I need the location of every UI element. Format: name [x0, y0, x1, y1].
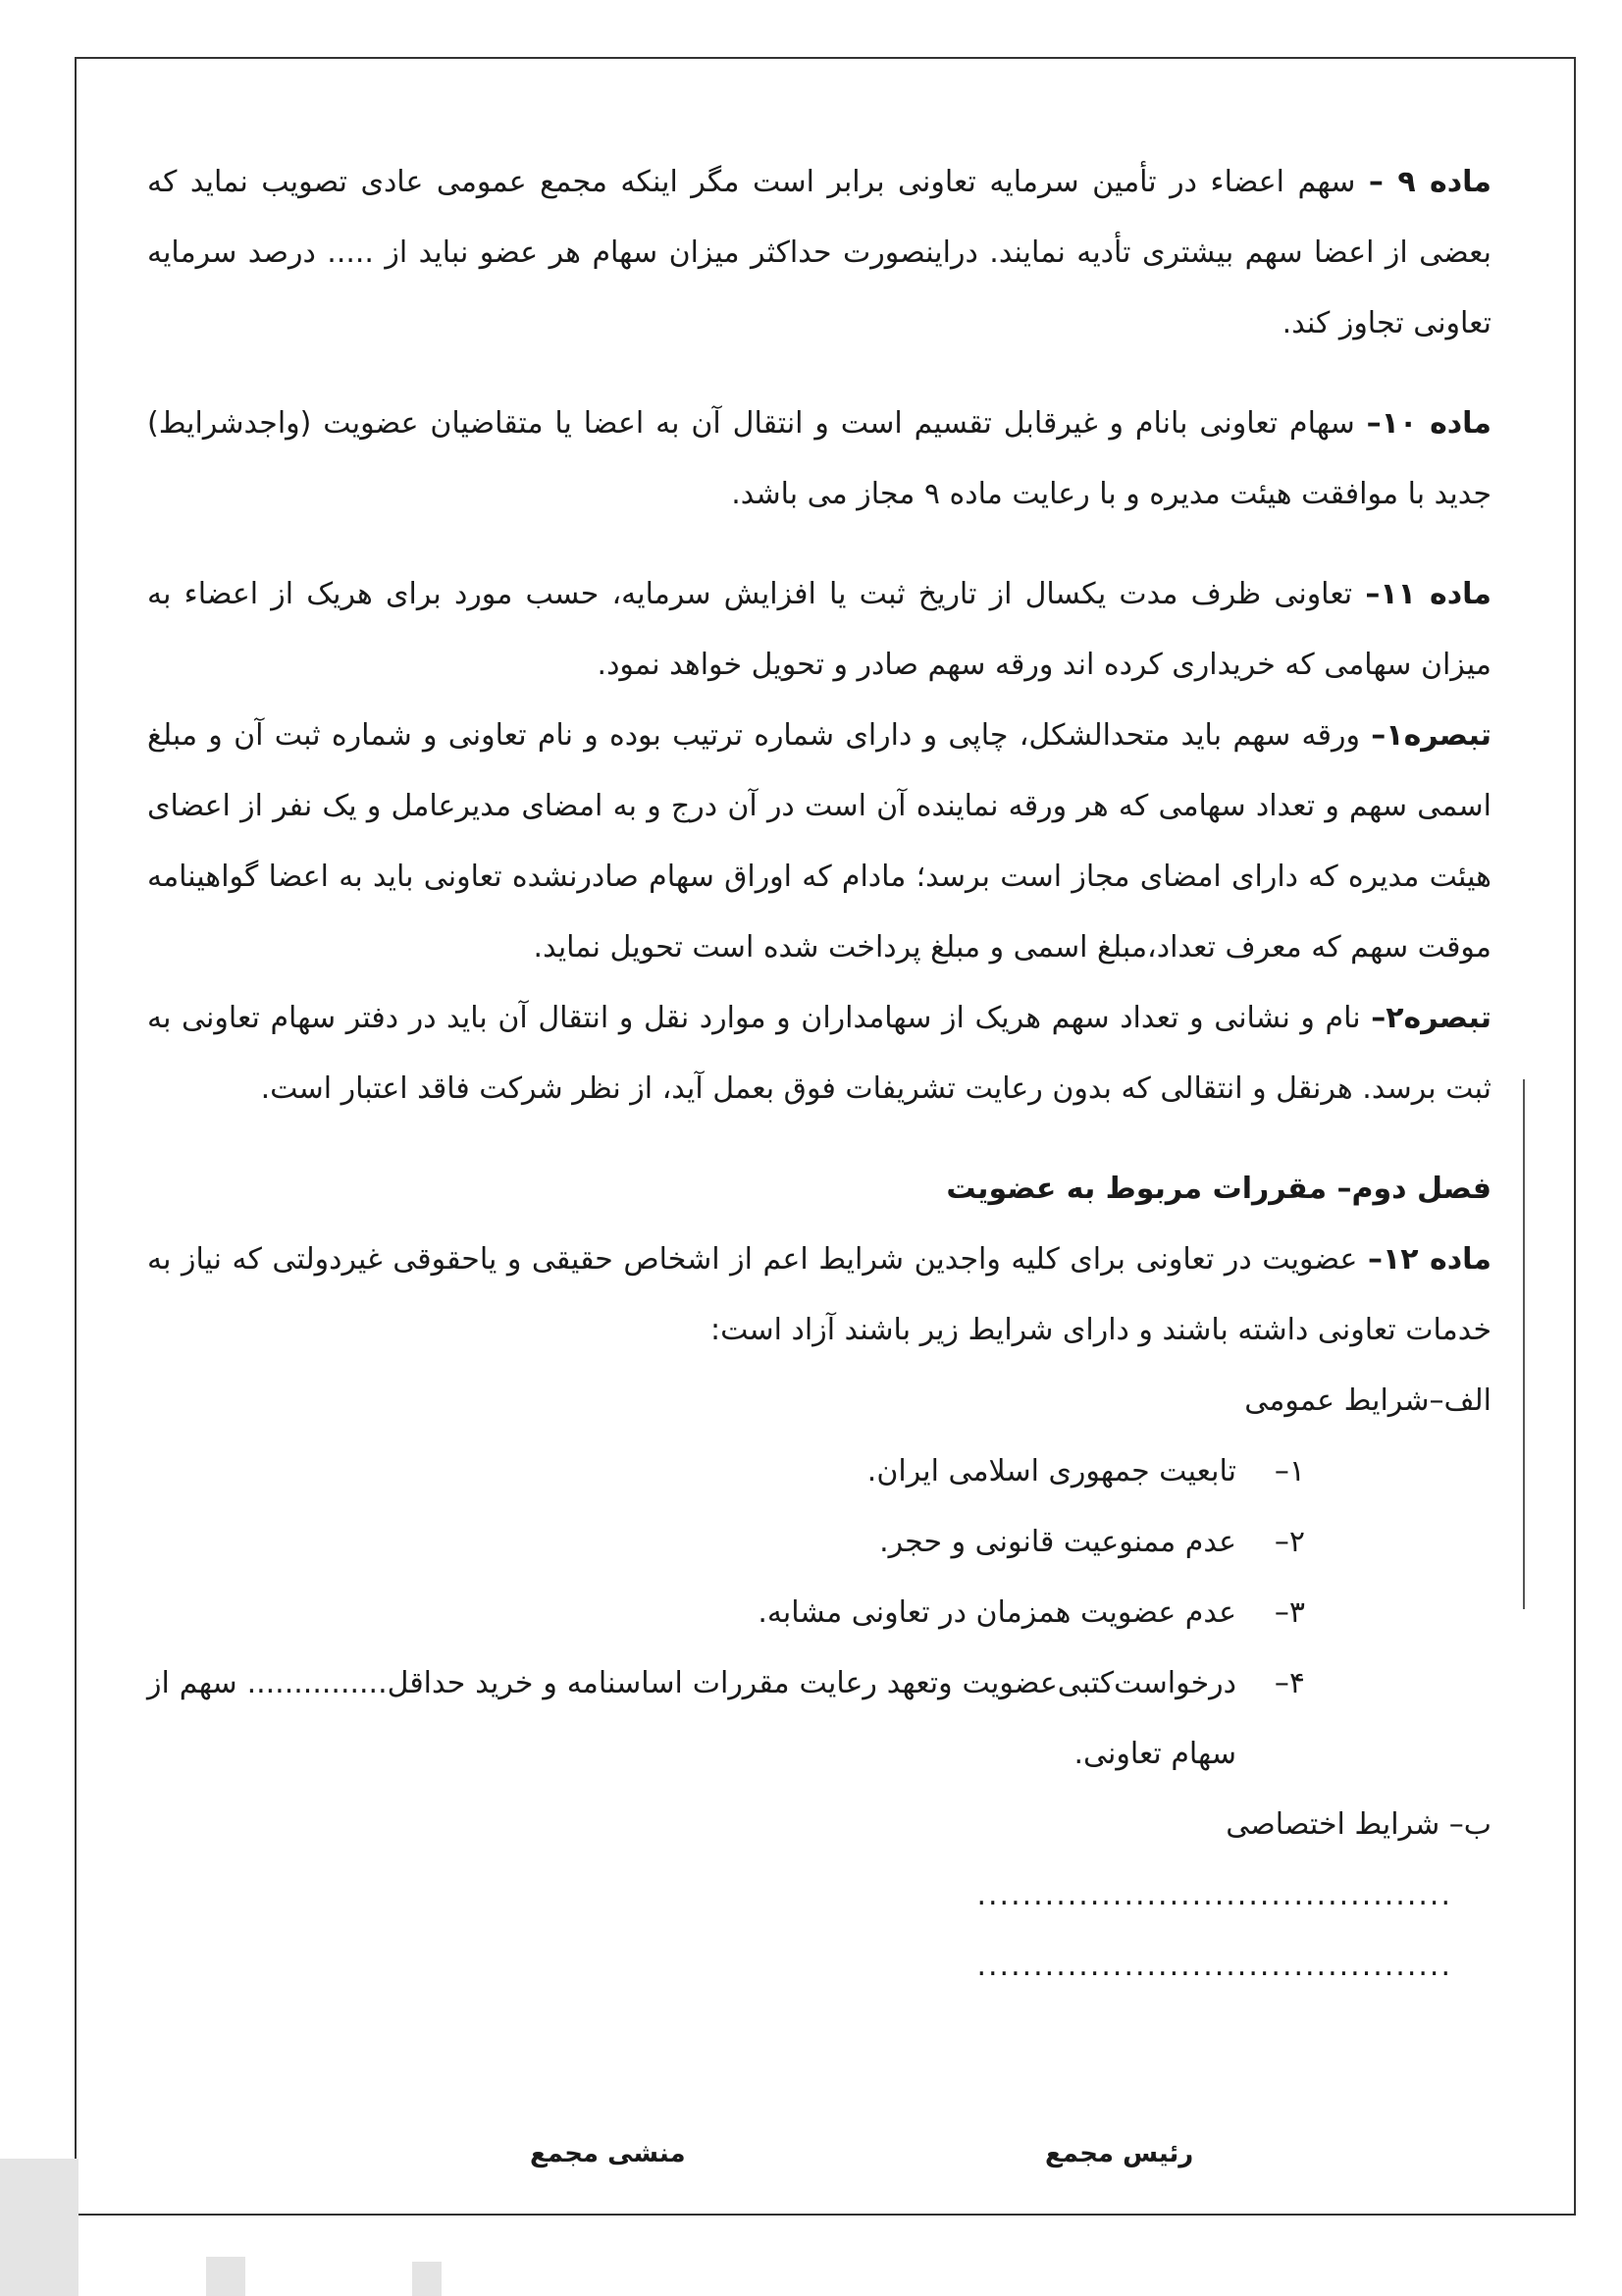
- general-conditions-heading: الف–شرایط عمومی: [1244, 1383, 1491, 1418]
- note-2-text: نام و نشانی و تعداد سهم هریک از سهامداران و موارد نقل و انتقال آن باید در دفتر سهام تعاونی به ثبت برسد. هرنقل و انتقالی که بدون رعایت تشریفات فوق بعمل آید، از نظر شرکت فاقد اعتبار است.: [147, 1001, 1491, 1106]
- condition-text: عدم ممنوعیت قانونی و حجر.: [879, 1525, 1236, 1559]
- condition-number: ۲–: [1274, 1525, 1305, 1559]
- chair-signature-label: رئیس مجمع: [1045, 2139, 1194, 2168]
- condition-number: ۴–: [1274, 1666, 1305, 1700]
- condition-item: [147, 1578, 1491, 1648]
- article-11-title: ماده ۱۱–: [1365, 577, 1492, 611]
- article-9-text: سهم اعضاء در تأمین سرمایه تعاونی برابر است مگر اینکه مجمع عمومی عادی تصویب نماید که بعضی از اعضا سهم بیشتری تأدیه نمایند. دراینصورت حداکثر میزان سهام هر عضو نباید از ..... درصد سرمایه تعاونی تجاوز کند.: [147, 165, 1491, 340]
- condition-item: [147, 1648, 1491, 1790]
- specific-condition-blank: ..........................................: [976, 1878, 1452, 1912]
- specific-condition-blank: ..........................................: [976, 1949, 1452, 1983]
- article-10-text: سهام تعاونی بانام و غیرقابل تقسیم است و انتقال آن به اعضا یا متقاضیان عضویت (واجدشرایط) جدید با موافقت هیئت مدیره و با رعایت ماده ۹ مجاز می باشد.: [147, 406, 1491, 511]
- document-body: [147, 147, 1491, 2002]
- condition-number: ۳–: [1274, 1595, 1305, 1630]
- article-12-title: ماده ۱۲–: [1368, 1242, 1492, 1277]
- note-1-title: تبصره۱–: [1371, 718, 1492, 753]
- condition-item: [147, 1507, 1491, 1578]
- note-1-text: ورقه سهم باید متحدالشکل، چاپی و دارای شماره ترتیب بوده و نام تعاونی و شماره ثبت آن و مبلغ اسمی سهم و تعداد سهامی که هر ورقه نماینده آن است در آن درج و به امضای مدیرعامل و یک نفر از اعضای هیئت مدیره که دارای امضای مجاز است برسد؛ مادام که اوراق سهام صادرنشده تعاونی باید به اعضا گواهینامه موقت سهم که معرف تعداد،مبلغ اسمی و مبلغ پرداخت شده است تحویل نماید.: [147, 718, 1491, 965]
- scan-artifact: [206, 2257, 245, 2296]
- specific-conditions-heading: ب– شرایط اختصاصی: [1226, 1807, 1491, 1842]
- margin-line: [1523, 1079, 1525, 1609]
- article-12: [147, 1225, 1491, 1366]
- chapter-2-title: فصل دوم– مقررات مربوط به عضویت: [946, 1172, 1491, 1206]
- note-2: [147, 983, 1491, 1124]
- note-1: [147, 701, 1491, 983]
- article-11-text: تعاونی ظرف مدت یکسال از تاریخ ثبت یا افزایش سرمایه، حسب مورد برای هریک از اعضاء به میزان سهامی که خریداری کرده اند ورقه سهم صادر و تحویل خواهد نمود.: [147, 577, 1491, 682]
- condition-text: درخواست‌کتبی‌عضویت وتعهد رعایت مقررات اساسنامه و خرید حداقل............... سهم از سهام تعاونی.: [147, 1666, 1236, 1771]
- article-10-title: ماده ۱۰–: [1366, 406, 1492, 441]
- secretary-signature-label: منشی مجمع: [530, 2139, 686, 2168]
- article-9-title: ماده ۹ –: [1368, 165, 1491, 199]
- condition-text: تابعیت جمهوری اسلامی ایران.: [866, 1454, 1236, 1488]
- article-11: [147, 559, 1491, 701]
- article-9: [147, 147, 1491, 359]
- condition-text: عدم عضویت همزمان در تعاونی مشابه.: [758, 1595, 1236, 1630]
- article-10: [147, 389, 1491, 530]
- scan-artifact: [412, 2262, 442, 2296]
- article-12-text: عضویت در تعاونی برای کلیه واجدین شرایط اعم از اشخاص حقیقی و یاحقوقی غیردولتی که نیاز به خدمات تعاونی داشته باشند و دارای شرایط زیر باشند آزاد است:: [147, 1242, 1491, 1347]
- condition-number: ۱–: [1274, 1454, 1305, 1488]
- scan-artifact: [0, 2159, 78, 2296]
- note-2-title: تبصره۲–: [1371, 1001, 1491, 1035]
- condition-item: [147, 1436, 1491, 1507]
